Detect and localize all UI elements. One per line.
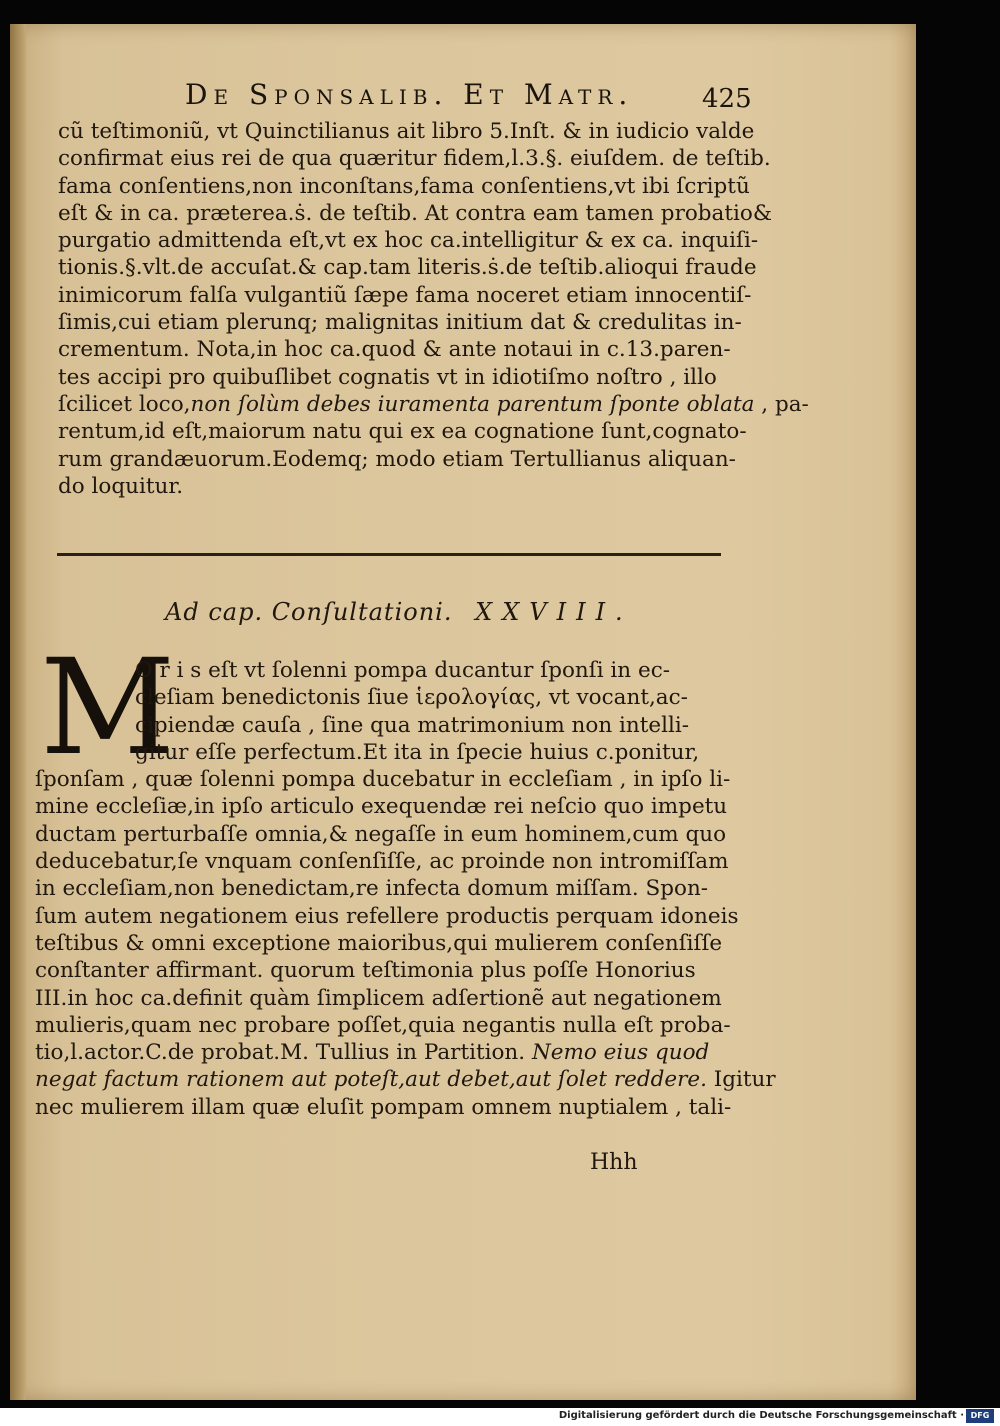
text-line: gitur eſſe perfectum.Et ita in ſpecie huius c.ponitur, [135,739,700,765]
text-line: conſtanter affirmant. quorum teſtimonia plus poſſe Honorius [35,958,696,984]
text-line [35,1066,815,1093]
heading-number: XXVIII. [475,598,633,626]
italic-quotation: Nemo eius quod [531,1040,710,1066]
page-gutter-shadow [10,24,26,1400]
text-run: tio,l.actor.C.de probat.M. Tullius in Partition. [35,1040,532,1066]
text-line: crementum. Nota,in hoc ca.quod & ante notaui in c.13.paren- [58,337,731,363]
lower-paragraph [35,657,815,1121]
text-line: tes accipi pro quibuſlibet cognatis vt in idiotiſmo noſtro , illo [58,364,717,390]
text-line: inimicorum falſa vulgantiũ ſæpe fama noceret etiam innocentiſ- [58,282,752,308]
text-line: O r i s eſt vt ſolenni pompa ducantur ſponſi in ec- [135,658,671,683]
text-line: cipiendæ cauſa , ſine qua matrimonium non intelli- [135,712,689,738]
running-head: De Sponsalib. Et Matr. [185,78,634,111]
catchword: Hhh [590,1150,638,1175]
text-line: eſt & in ca. præterea.ṡ. de teſtib. At contra eam tamen probatio& [58,200,772,226]
heading-label: Ad cap. Conſultationi. [165,598,453,626]
text-line: fama conſentiens,non inconſtans,fama conſentiens,vt ibi ſcriptũ [58,173,750,199]
text-line: nec mulierem illam quæ eluſit pompam omnem nuptialem , tali- [35,1094,732,1120]
italic-quotation: negat factum rationem aut poteſt,aut debet,aut ſolet reddere. [35,1067,707,1093]
chapter-heading [165,598,633,626]
footer-credit: Digitalisierung gefördert durch die Deutsche Forschungsgemeinschaft · [558,1410,964,1421]
text-line: ſum autem negationem eius refellere productis perquam idoneis [35,903,739,929]
text-run: Igitur [706,1067,776,1093]
text-line [35,1039,815,1066]
page-number: 425 [702,84,752,114]
text-line: teſtibus & omni exceptione maioribus,qui mulierem conſenſiſſe [35,930,723,956]
text-line: tionis.§.vlt.de accuſat.& cap.tam literis.ṡ.de teſtib.alioqui fraude [58,255,757,281]
text-line [58,391,809,418]
text-line: purgatio admittenda eſt,vt ex hoc ca.intelligitur & ex ca. inquiſi- [58,228,759,254]
text-run: , pa- [754,391,809,417]
text-line: ſimis,cui etiam plerunq; malignitas initium dat & credulitas in- [58,310,742,336]
dfg-logo: DFG [966,1409,994,1423]
upper-paragraph [58,118,809,500]
text-line: rum grandæuorum.Eodemq; modo etiam Tertullianus aliquan- [58,446,736,472]
text-line: rentum,id eſt,maiorum natu qui ex ea cognatione ſunt,cognato- [58,419,747,445]
text-line: confirmat eius rei de qua quæritur fidem,l.3.§. eiuſdem. de teſtib. [58,146,771,172]
italic-quotation: non ſolùm debes iuramenta parentum ſponte oblata [190,391,755,417]
text-line: mine eccleſiæ,in ipſo articulo exequendæ rei neſcio quo impetu [35,794,728,820]
text-line: III.in hoc ca.definit quàm ſimplicem adſertionẽ aut negationem [35,985,722,1011]
text-line: ductam perturbaſſe omnia,& negaſſe in eum hominem,cum quo [35,821,727,847]
text-line: deducebatur,ſe vnquam conſenſiſſe, ac proinde non intromiſſam [35,849,729,875]
text-line: mulieris,quam nec probare poſſet,quia negantis nulla eſt proba- [35,1012,731,1038]
drop-capital: M [40,631,176,785]
section-rule [57,553,721,556]
text-line: ſponſam , quæ ſolenni pompa ducebatur in eccleſiam , in ipſo li- [35,767,731,793]
text-line: in eccleſiam,non benedictam,re infecta domum miſſam. Spon- [35,876,709,902]
text-run: ſcilicet loco, [58,391,191,417]
text-line: do loquitur. [58,473,184,499]
text-line: cleſiam benedictonis ſiue ἱερολογίας, vt vocant,ac- [135,685,688,711]
text-line: cũ teſtimoniũ, vt Quinctilianus ait libro 5.Inſt. & in iudicio valde [58,119,755,144]
